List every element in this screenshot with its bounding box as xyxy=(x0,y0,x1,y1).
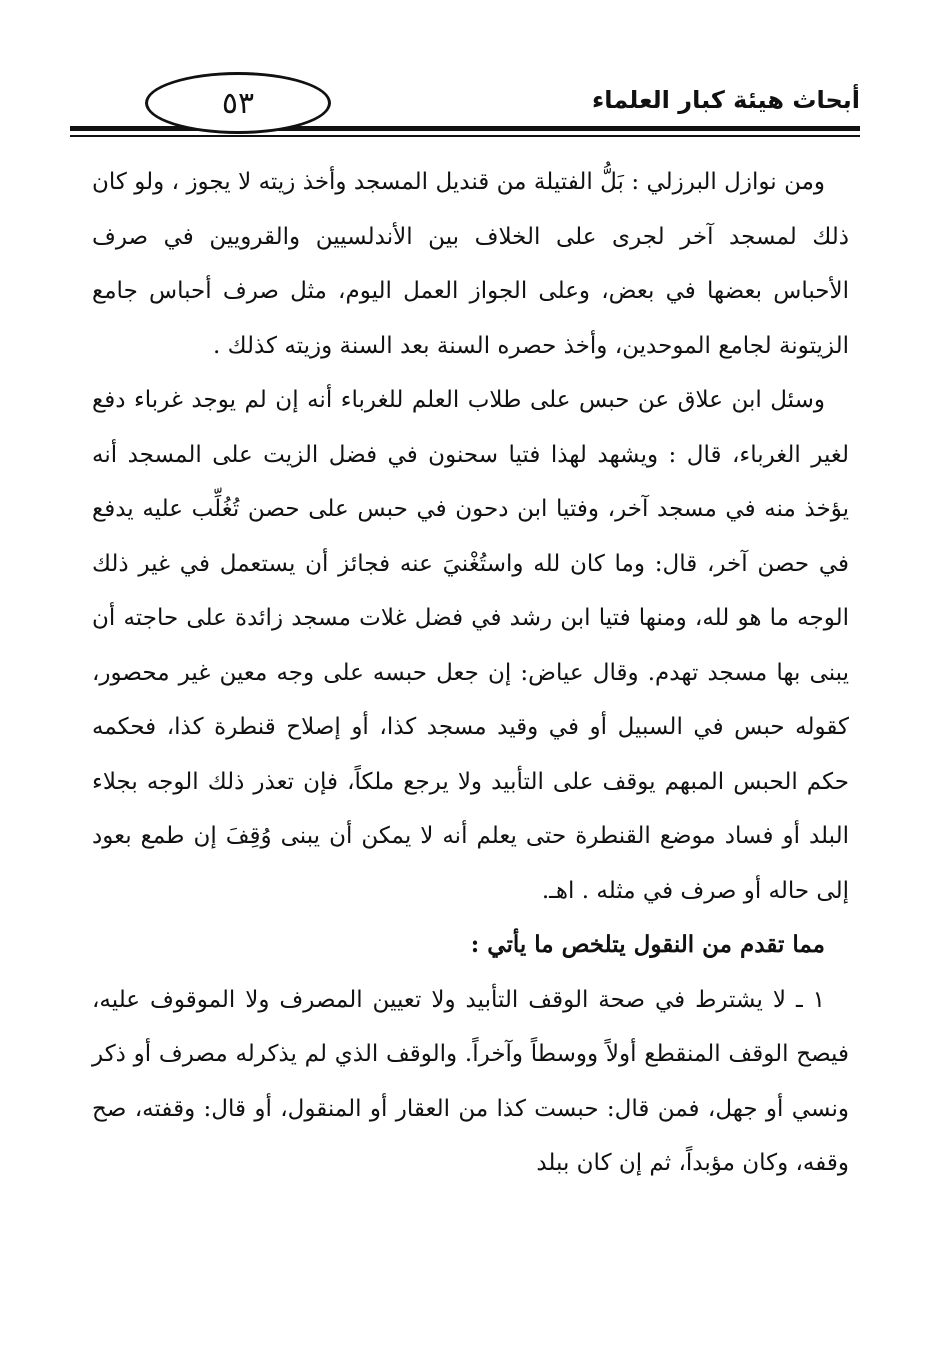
numbered-item: ١ ـ لا يشترط في صحة الوقف التأبيد ولا تعيين المصرف ولا الموقوف عليه، فيصح الوقف المنقطع أولاً ووسطاً وآخراً. والوقف الذي لم يذكرله مصرف أو ذكر ونسي أو جهل، فمن قال: حبست كذا من العقار أو المنقول، أو قال: وقفته، صح وقفه، وكان مؤبداً، ثم إن كان ببلد xyxy=(92,986,849,1176)
page-number-oval xyxy=(145,72,331,134)
paragraph: وسئل ابن علاق عن حبس على طلاب العلم للغرباء أنه إن لم يوجد غرباء دفع لغير الغرباء، قال : ويشهد لهذا فتيا سحنون في فضل الزيت على المسجد أنه يؤخذ منه في مسجد آخر، وفتيا ابن دحون في حبس على حصن تُغُلِّب عليه يدفع في حصن آخر، قال: وما كان لله واستُغْنيَ عنه فجائز أن يستعمل في غير ذلك الوجه ما هو لله، ومنها فتيا ابن رشد في فضل غلات مسجد زائدة على حاجته أن يبنى بها مسجد تهدم. وقال عياض: إن جعل حبسه على وجه معين غير محصور، كقوله حبس في السبيل أو في وقيد مسجد كذا، أو إصلاح قنطرة كذا، فحكمه حكم الحبس المبهم يوقف على التأبيد ولا يرجع ملكاً، فإن تعذر ذلك الوجه بجلاء البلد أو فساد موضع القنطرة حتى يعلم أنه لا يمكن أن يبنى وُقِفَ إن طمع بعود إلى حاله أو صرف في مثله . اهـ. xyxy=(92,387,849,904)
page-number: ٥٣ xyxy=(221,85,255,121)
paragraph: ومن نوازل البرزلي : بَلُّ الفتيلة من قنديل المسجد وأخذ زيته لا يجوز ، ولو كان ذلك لمسجد آخر لجرى على الخلاف بين الأندلسيين والقرويين في صرف الأحباس بعضها في بعض، وعلى الجواز العمل اليوم، مثل صرف أحباس جامع الزيتونة لجامع الموحدين، وأخذ حصره السنة بعد السنة وزيته كذلك . xyxy=(92,169,849,359)
book-title: أبحاث هيئة كبار العلماء xyxy=(591,86,860,114)
header-rule-thin xyxy=(70,135,860,137)
page-header xyxy=(70,72,860,142)
summary-heading: مما تقدم من النقول يتلخص ما يأتي : xyxy=(470,931,825,958)
body-text xyxy=(92,155,849,1191)
